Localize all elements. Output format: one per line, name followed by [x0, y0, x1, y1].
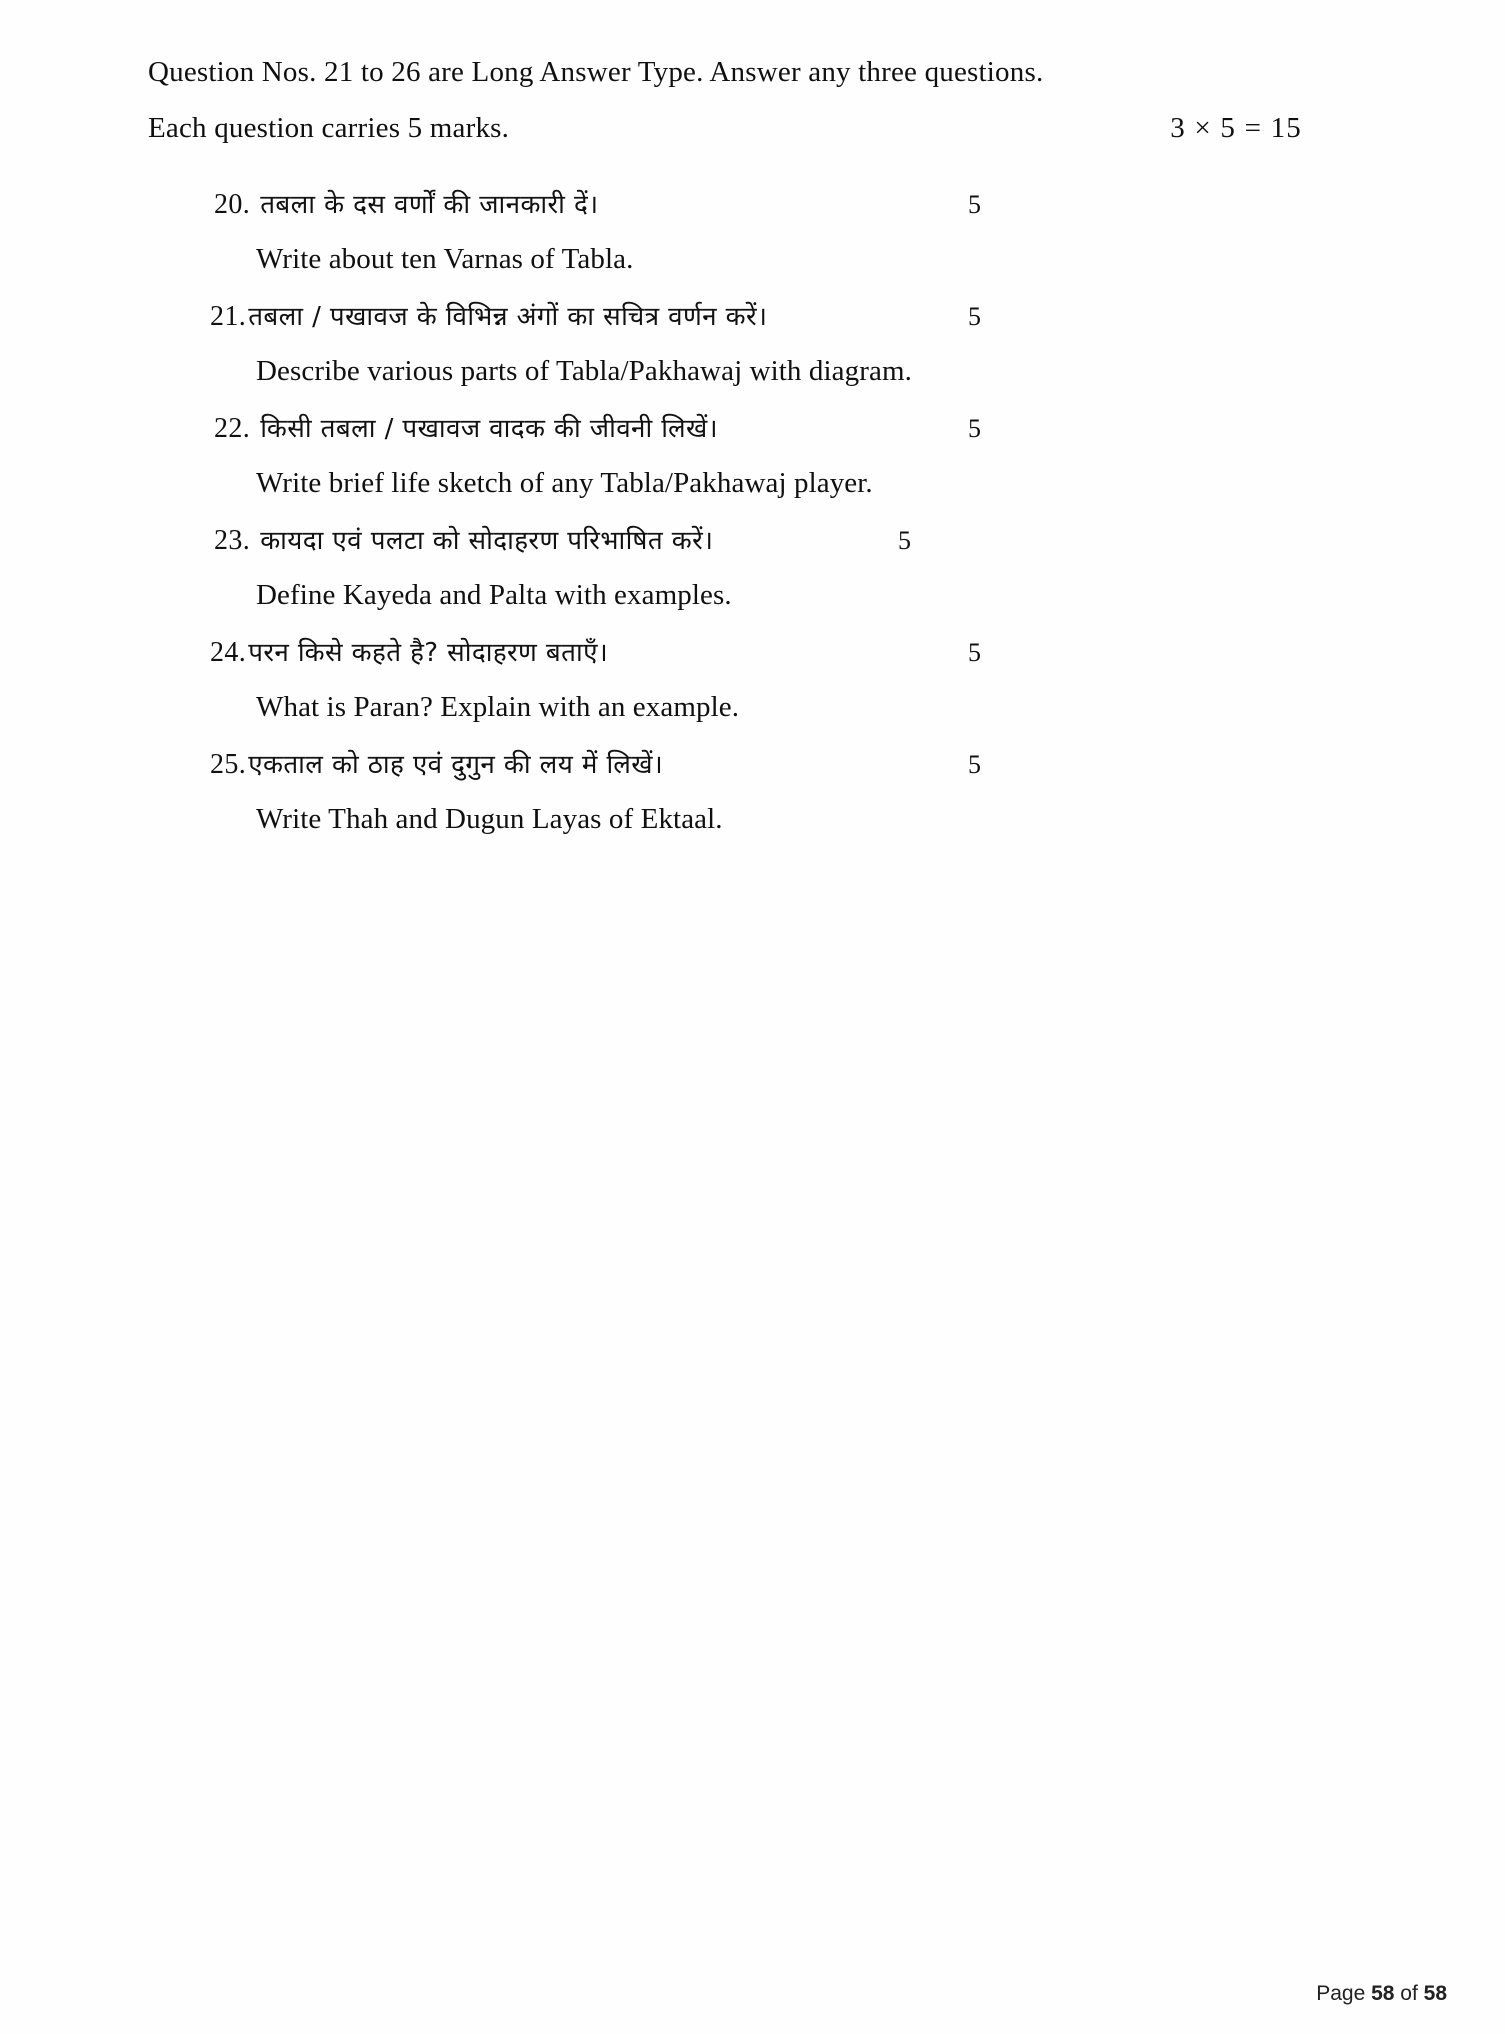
question-text-hindi: परन किसे कहते है? सोदाहरण बताएँ।	[248, 638, 609, 668]
question-number: 25.	[210, 749, 247, 780]
question-text-english: Describe various parts of Tabla/Pakhawaj with diagram.	[256, 355, 912, 387]
footer-middle: of	[1394, 1982, 1424, 2005]
instruction-text-2: Each question carries 5 marks.	[148, 112, 510, 144]
question-hindi-row	[148, 514, 1404, 568]
question-marks: 5	[968, 414, 981, 443]
question-item	[148, 402, 1338, 510]
question-item	[148, 514, 1338, 622]
question-text-english: Define Kayeda and Palta with examples.	[256, 579, 732, 611]
question-text-english: Write brief life sketch of any Tabla/Pakhawaj player.	[256, 467, 873, 499]
instruction-block	[148, 44, 1318, 156]
page-footer	[1316, 1982, 1447, 2006]
question-hindi-row	[148, 738, 1400, 792]
question-text-hindi: तबला के दस वर्णों की जानकारी दें।	[260, 190, 599, 220]
footer-total-pages: 58	[1423, 1982, 1447, 2005]
question-number: 24.	[210, 637, 247, 668]
question-number: 23.	[214, 525, 251, 556]
question-text-english: What is Paran? Explain with an example.	[256, 691, 740, 723]
question-text-hindi: तबला / पखावज के विभिन्न अंगों का सचित्र वर्णन करें।	[248, 302, 768, 332]
question-item	[148, 738, 1338, 846]
instruction-line-2	[148, 100, 1318, 156]
question-text-english: Write about ten Varnas of Tabla.	[256, 243, 634, 275]
question-marks: 5	[968, 302, 981, 331]
question-text-hindi: कायदा एवं पलटा को सोदाहरण परिभाषित करें।	[260, 526, 714, 556]
question-number: 20.	[214, 189, 251, 220]
question-number: 22.	[214, 413, 251, 444]
instruction-text-1: Question Nos. 21 to 26 are Long Answer Type. Answer any three questions.	[148, 56, 1044, 88]
footer-current-page: 58	[1371, 1982, 1395, 2005]
footer-prefix: Page	[1316, 1982, 1372, 2005]
instruction-line-1	[148, 44, 1318, 100]
question-marks: 5	[968, 190, 981, 219]
question-hindi-row	[148, 626, 1400, 680]
question-marks: 5	[968, 750, 981, 779]
question-text-english: Write Thah and Dugun Layas of Ektaal.	[256, 803, 723, 835]
question-list	[148, 178, 1338, 850]
question-text-hindi: किसी तबला / पखावज वादक की जीवनी लिखें।	[260, 414, 718, 444]
question-number: 21.	[210, 301, 247, 332]
question-item	[148, 626, 1338, 734]
question-hindi-row	[148, 402, 1404, 456]
question-hindi-row	[148, 290, 1400, 344]
question-hindi-row	[148, 178, 1404, 232]
question-item	[148, 178, 1338, 286]
question-text-hindi: एकताल को ठाह एवं दुगुन की लय में लिखें।	[248, 750, 664, 780]
question-marks: 5	[968, 638, 981, 667]
total-marks-notation: 3 × 5 = 15	[1170, 112, 1302, 144]
question-marks: 5	[898, 526, 911, 555]
question-item	[148, 290, 1338, 398]
